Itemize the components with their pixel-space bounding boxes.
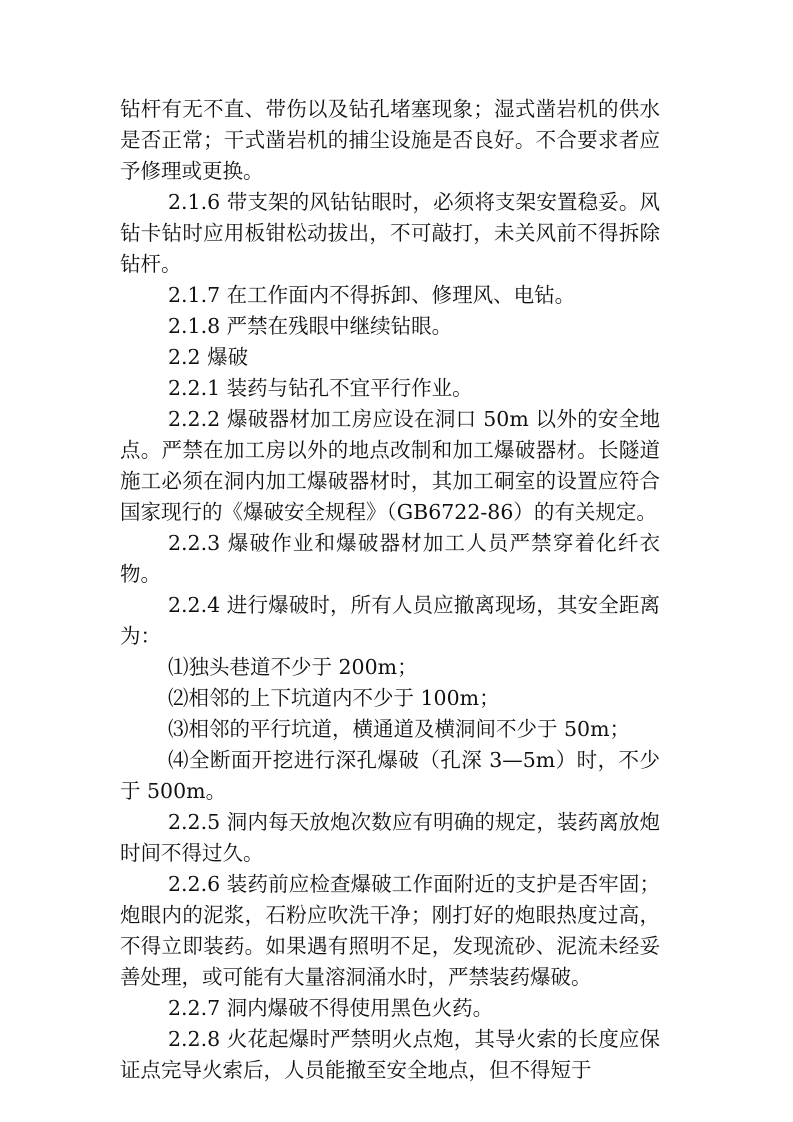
document-body	[120, 94, 660, 1086]
paragraph-2-1-7: 2.1.7 在工作面内不得拆卸、修理风、电钻。	[168, 283, 576, 307]
list-item-3: ⑶相邻的平行坑道，横通道及横洞间不少于 50m；	[168, 717, 631, 741]
paragraph-2-2-8: 2.2.8 火花起爆时严禁明火点炮，其导火索的长度应保证点完导火索后，人员能撤至安全地点，但不得短于	[120, 1027, 660, 1082]
paragraph-2-2-4: 2.2.4 进行爆破时，所有人员应撤离现场，其安全距离为：	[120, 593, 660, 648]
paragraph-2-2-3: 2.2.3 爆破作业和爆破器材加工人员严禁穿着化纤衣物。	[120, 531, 660, 586]
paragraph-2-2-2: 2.2.2 爆破器材加工房应设在洞口 50m 以外的安全地点。严禁在加工房以外的地点改制和加工爆破器材。长隧道施工必须在洞内加工爆破器材时，其加工硐室的设置应符合国家现行的《爆破安全规程》（GB6722-86）的有关规定。	[120, 407, 660, 524]
list-item-4: ⑷全断面开挖进行深孔爆破（孔深 3—5m）时，不少于 500m。	[120, 748, 660, 803]
list-item-2: ⑵相邻的上下坑道内不少于 100m；	[168, 686, 500, 710]
section-heading-2-2: 2.2 爆破	[168, 345, 249, 369]
paragraph-2-2-6: 2.2.6 装药前应检查爆破工作面附近的支护是否牢固；炮眼内的泥浆，石粉应吹洗干净；刚打好的炮眼热度过高，不得立即装药。如果遇有照明不足，发现流砂、泥流未经妥善处理，或可能有大量溶洞涌水时，严禁装药爆破。	[120, 872, 660, 989]
paragraph-drill-check: 钻杆有无不直、带伤以及钻孔堵塞现象；湿式凿岩机的供水是否正常；干式凿岩机的捕尘设施是否良好。不合要求者应予修理或更换。	[120, 97, 660, 183]
paragraph-2-2-7: 2.2.7 洞内爆破不得使用黑色火药。	[168, 996, 494, 1020]
paragraph-2-1-8: 2.1.8 严禁在残眼中继续钻眼。	[168, 314, 453, 338]
paragraph-2-2-1: 2.2.1 装药与钻孔不宜平行作业。	[168, 376, 473, 400]
paragraph-2-1-6: 2.1.6 带支架的风钻钻眼时，必须将支架安置稳妥。风钻卡钻时应用板钳松动拔出，不可敲打，未关风前不得拆除钻杆。	[120, 190, 660, 276]
list-item-1: ⑴独头巷道不少于 200m；	[168, 655, 418, 679]
paragraph-2-2-5: 2.2.5 洞内每天放炮次数应有明确的规定，装药离放炮时间不得过久。	[120, 810, 660, 865]
